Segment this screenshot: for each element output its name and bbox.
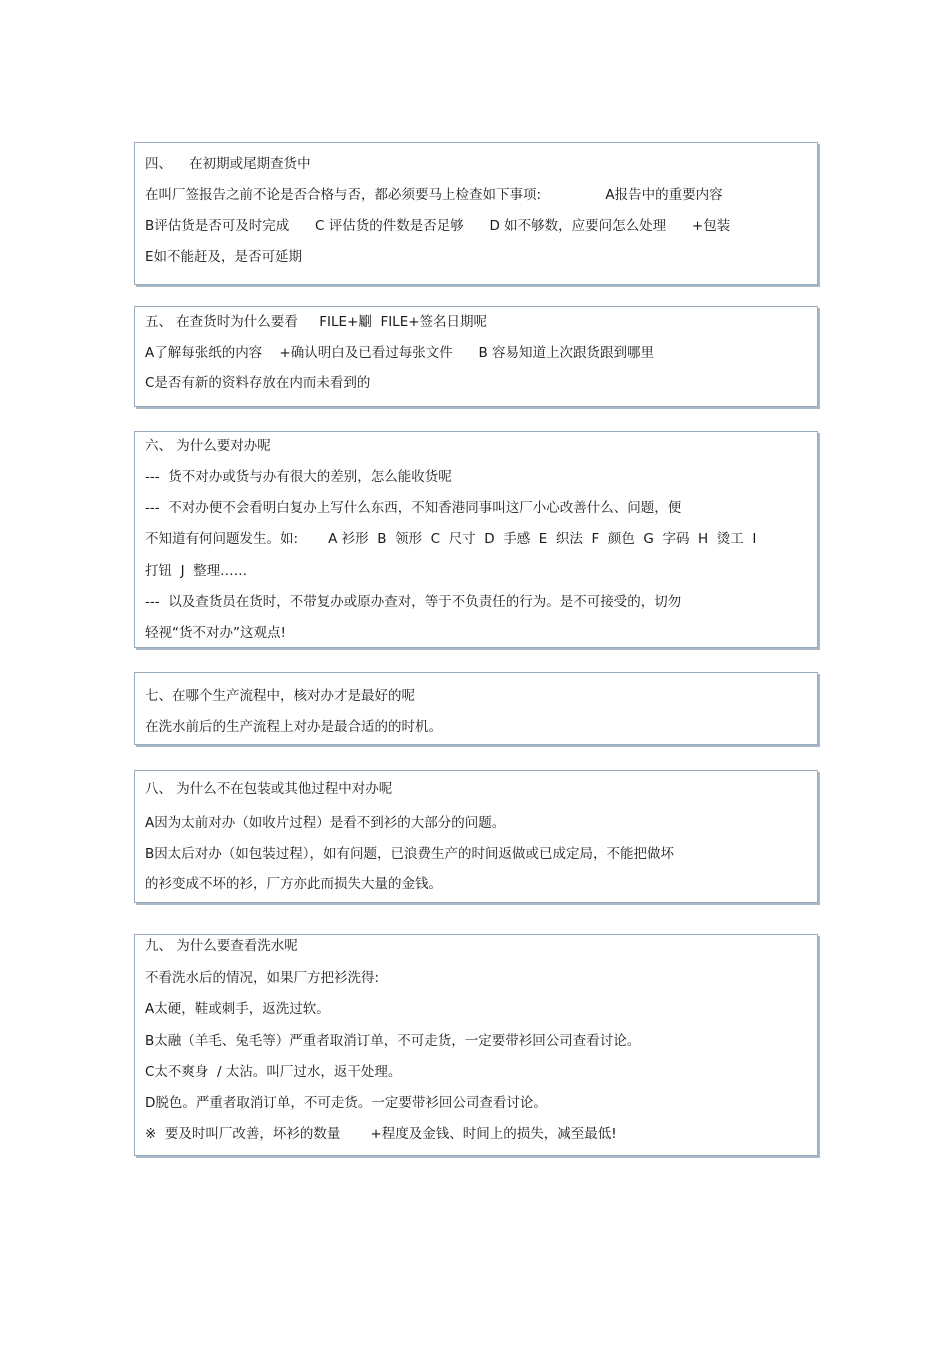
section-seven-line-1: 在洗水前后的生产流程上对办是最合适的的时机。 [145, 719, 442, 735]
section-four-line-3: E如不能赶及，是否可延期 [145, 249, 303, 265]
section-nine-heading: 九、 为什么要查看洗水呢 [145, 938, 298, 954]
section-four-line-1: 在叫厂签报告之前不论是否合格与否，都必须要马上检查如下事项: A报告中的重要内容 [145, 187, 723, 203]
section-five-line-1: A了解每张纸的内容 +确认明白及已看过每张文件 B 容易知道上次跟货跟到哪里 [145, 345, 655, 361]
section-six-line-5: --- 以及查货员在货时，不带复办或原办查对，等于不负责任的行为。是不可接受的，切勿 [145, 594, 682, 610]
section-four-heading: 四、 在初期或尾期查货中 [145, 156, 311, 172]
section-six-box [134, 431, 818, 648]
section-eight-line-1: A因为太前对办（如收片过程）是看不到衫的大部分的问题。 [145, 815, 506, 831]
section-nine-line-6: ※ 要及时叫厂改善，坏衫的数量 +程度及金钱、时间上的损失，减至最低! [145, 1126, 617, 1142]
section-nine-line-5: D脱色。严重者取消订单，不可走货。一定要带衫回公司查看讨论。 [145, 1095, 547, 1111]
section-nine-line-1: 不看洗水后的情况，如果厂方把衫洗得: [145, 970, 380, 986]
section-eight-heading: 八、 为什么不在包装或其他过程中对办呢 [145, 781, 393, 797]
section-four-box [134, 142, 818, 285]
section-nine-line-2: A太硬，鞋或刺手，返洗过软。 [145, 1001, 330, 1017]
section-nine-line-4: C太不爽身 / 太沾。叫厂过水，返干处理。 [145, 1064, 402, 1080]
section-eight-box [134, 770, 818, 903]
section-six-line-1: --- 货不对办或货与办有很大的差别，怎么能收货呢 [145, 469, 452, 485]
section-eight-line-3: 的衫变成不坏的衫，厂方亦此而损失大量的金钱。 [145, 876, 442, 892]
section-six-line-3: 不知道有何问题发生。如: A 衫形 B 领形 C 尺寸 D 手感 E 织法 F 颜色 G 字码 H 烫工 I [145, 531, 757, 547]
section-seven-box [134, 672, 818, 745]
section-six-line-2: --- 不对办便不会看明白复办上写什么东西，不知香港同事叫这厂小心改善什么、问题，便 [145, 500, 682, 516]
section-seven-heading: 七、在哪个生产流程中，核对办才是最好的呢 [145, 688, 415, 704]
section-six-line-6: 轻视“货不对办”这观点! [145, 625, 286, 641]
section-six-heading: 六、 为什么要对办呢 [145, 438, 271, 454]
section-eight-line-2: B因太后对办（如包装过程），如有问题，已浪费生产的时间返做或已成定局，不能把做坏 [145, 846, 675, 862]
section-five-box [134, 306, 818, 407]
section-four-line-2: B评估货是否可及时完成 C 评估货的件数是否足够 D 如不够数，应要问怎么处理 +包装 [145, 218, 731, 234]
section-six-line-4: 打钮 J 整理…… [145, 563, 248, 579]
section-nine-line-3: B太融（羊毛、兔毛等）严重者取消订单，不可走货，一定要带衫回公司查看讨论。 [145, 1033, 641, 1049]
section-five-heading: 五、 在查货时为什么要看 FILE+劚 FILE+签名日期呢 [145, 314, 488, 330]
section-nine-box [134, 934, 818, 1156]
section-five-line-2: C是否有新的资料存放在内而未看到的 [145, 375, 371, 391]
